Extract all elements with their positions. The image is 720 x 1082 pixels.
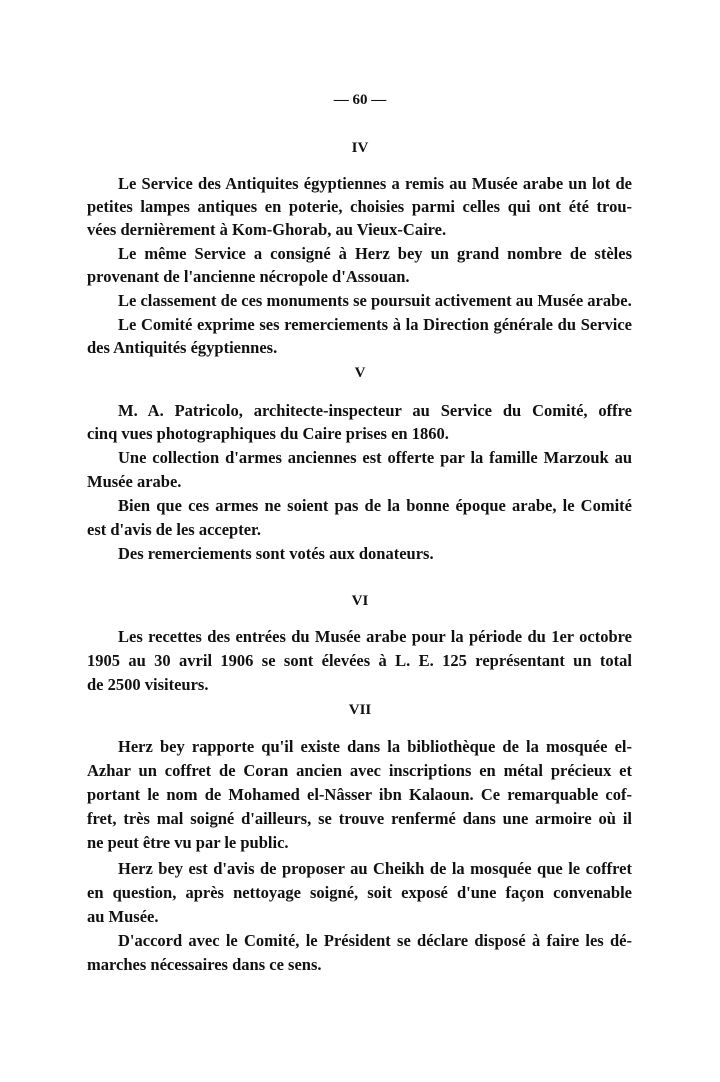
text-line: Le même Service a consigné à Herz bey un grand nombre de stèles bbox=[118, 244, 632, 263]
text-line: Herz bey rapporte qu'il existe dans la bibliothèque de la mosquée el- bbox=[118, 737, 632, 756]
text-line: en question, après nettoyage soigné, soit exposé d'une façon convenable bbox=[87, 883, 632, 902]
text-line: petites lampes antiques en poterie, choisies parmi celles qui ont été trou- bbox=[87, 197, 632, 216]
text-line: provenant de l'ancienne nécropole d'Assouan. bbox=[87, 267, 410, 286]
text-line: 1905 au 30 avril 1906 se sont élevées à L. E. 125 représentant un total bbox=[87, 651, 632, 670]
text-line: Bien que ces armes ne soient pas de la bonne époque arabe, le Comité bbox=[118, 496, 632, 515]
text-line: cinq vues photographiques du Caire prises en 1860. bbox=[87, 424, 449, 443]
page-number: — 60 — bbox=[333, 92, 387, 108]
text-line: Une collection d'armes anciennes est offerte par la famille Marzouk au bbox=[118, 448, 632, 467]
text-line: au Musée. bbox=[87, 907, 159, 926]
text-line: des Antiquités égyptiennes. bbox=[87, 338, 278, 357]
section-heading: VI bbox=[351, 593, 369, 609]
text-line: vées dernièrement à Kom-Ghorab, au Vieux-Caire. bbox=[87, 220, 447, 239]
text-line: Le Service des Antiquites égyptiennes a remis au Musée arabe un lot de bbox=[118, 174, 632, 193]
text-line: marches nécessaires dans ce sens. bbox=[87, 955, 322, 974]
text-line: Des remerciements sont votés aux donateurs. bbox=[118, 544, 434, 563]
text-line: Herz bey est d'avis de proposer au Cheikh de la mosquée que le coffret bbox=[118, 859, 632, 878]
section-heading: VII bbox=[348, 702, 372, 718]
section-heading: IV bbox=[351, 140, 369, 156]
text-line: est d'avis de les accepter. bbox=[87, 520, 261, 539]
text-line: portant le nom de Mohamed el-Nâsser ibn Kalaoun. Ce remarquable cof- bbox=[87, 785, 632, 804]
text-line: de 2500 visiteurs. bbox=[87, 675, 209, 694]
text-line: Le classement de ces monuments se poursuit activement au Musée arabe. bbox=[118, 291, 632, 310]
text-line: ne peut être vu par le public. bbox=[87, 833, 289, 852]
section-heading: V bbox=[354, 365, 366, 381]
text-line: Les recettes des entrées du Musée arabe pour la période du 1er octobre bbox=[118, 627, 632, 646]
text-line: M. A. Patricolo, architecte-inspecteur au Service du Comité, offre bbox=[118, 401, 632, 420]
text-line: Musée arabe. bbox=[87, 472, 182, 491]
text-line: Azhar un coffret de Coran ancien avec inscriptions en métal précieux et bbox=[87, 761, 632, 780]
text-line: Le Comité exprime ses remerciements à la Direction générale du Service bbox=[118, 315, 632, 334]
text-line: D'accord avec le Comité, le Président se déclare disposé à faire les dé- bbox=[118, 931, 632, 950]
text-line: fret, très mal soigné d'ailleurs, se trouve renfermé dans une armoire où il bbox=[87, 809, 632, 828]
